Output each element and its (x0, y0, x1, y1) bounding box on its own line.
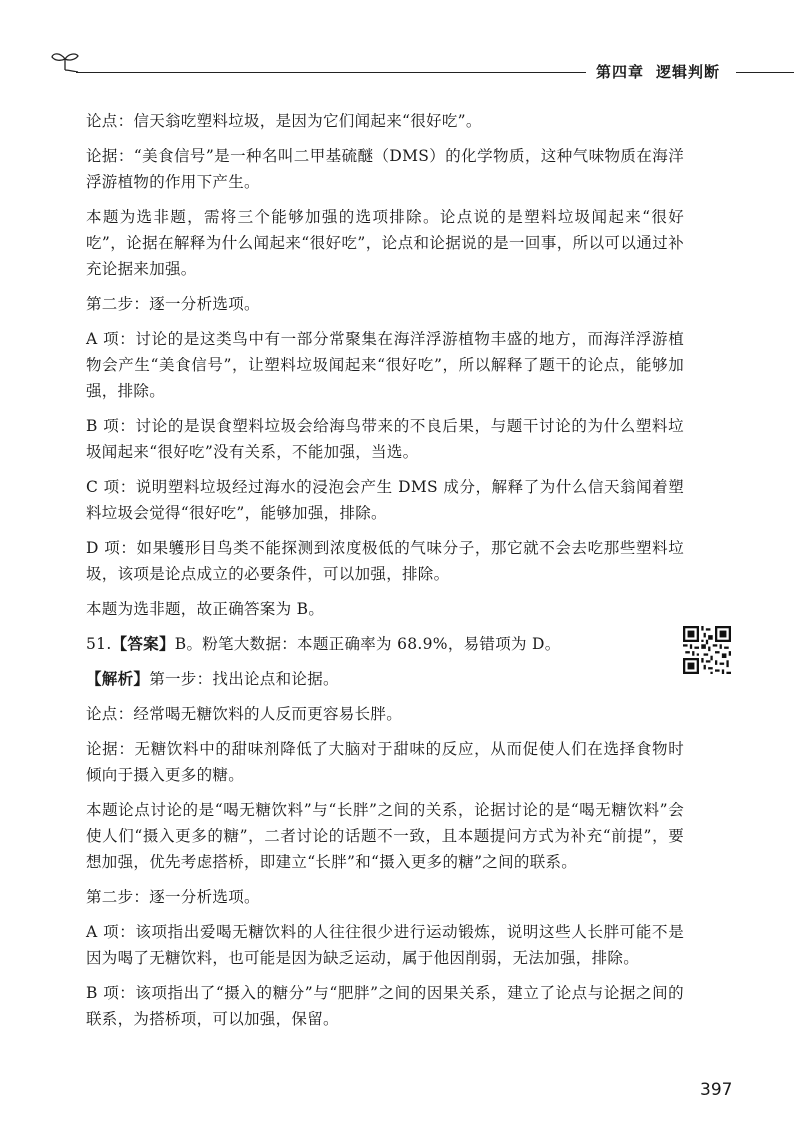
chapter-title: 逻辑判断 (656, 63, 721, 81)
page-header (0, 0, 800, 90)
header-rule-left (76, 72, 586, 73)
answer-label: 【答案】 (111, 634, 175, 653)
answer-text: B。粉笔大数据：本题正确率为 68.9%，易错项为 D。 (174, 635, 561, 653)
paragraph: 第二步：逐一分析选项。 (86, 888, 260, 906)
header-rule-right (736, 72, 794, 73)
analysis-label: 【解析】 (86, 669, 150, 688)
qr-code-icon[interactable] (683, 626, 731, 674)
paragraph: 本题论点讨论的是“喝无糖饮料”与“长胖”之间的关系，论据讨论的是“喝无糖饮料”会使人们“摄入更多的糖”，二者讨论的话题不一致，且本题提问方式为补充“前提”，要想加强，优先考虑搭桥，即建立“长胖”和“摄入更多的糖”之间的联系。 (86, 801, 684, 871)
paragraph: 论点：信天翁吃塑料垃圾，是因为它们闻起来“很好吃”。 (86, 112, 482, 130)
paragraph: 第二步：逐一分析选项。 (86, 295, 260, 313)
paragraph: B 项：讨论的是误食塑料垃圾会给海鸟带来的不良后果，与题干讨论的为什么塑料垃圾闻起来“很好吃”没有关系，不能加强，当选。 (86, 417, 684, 461)
paragraph: 论点：经常喝无糖饮料的人反而更容易长胖。 (86, 705, 403, 723)
answer-line (86, 631, 684, 657)
paragraph: 论据：无糖饮料中的甜味剂降低了大脑对于甜味的反应，从而促使人们在选择食物时倾向于摄入更多的糖。 (86, 740, 684, 784)
paragraph: 论据：“美食信号”是一种名叫二甲基硫醚（DMS）的化学物质，这种气味物质在海洋浮游植物的作用下产生。 (86, 147, 684, 191)
paragraph: A 项：讨论的是这类鸟中有一部分常聚集在海洋浮游植物丰盛的地方，而海洋浮游植物会产生“美食信号”，让塑料垃圾闻起来“很好吃”，所以解释了题干的论点，能够加强，排除。 (86, 330, 684, 400)
analysis-line (86, 666, 684, 692)
page-number: 397 (700, 1080, 733, 1100)
paragraph: 本题为选非题，故正确答案为 B。 (86, 600, 325, 618)
paragraph: D 项：如果鹱形目鸟类不能探测到浓度极低的气味分子，那它就不会去吃那些塑料垃圾，该项是论点成立的必要条件，可以加强，排除。 (86, 539, 684, 583)
page-body (86, 108, 684, 1041)
paragraph: 本题为选非题，需将三个能够加强的选项排除。论点说的是塑料垃圾闻起来“很好吃”，论据在解释为什么闻起来“很好吃”，论点和论据说的是一回事，所以可以通过补充论据来加强。 (86, 208, 684, 278)
sprout-icon (50, 50, 80, 72)
chapter-number: 第四章 (596, 63, 645, 81)
paragraph: A 项：该项指出爱喝无糖饮料的人往往很少进行运动锻炼，说明这些人长胖可能不是因为喝了无糖饮料，也可能是因为缺乏运动，属于他因削弱，无法加强，排除。 (86, 923, 684, 967)
analysis-text: 第一步：找出论点和论据。 (149, 670, 339, 688)
paragraph: C 项：说明塑料垃圾经过海水的浸泡会产生 DMS 成分，解释了为什么信天翁闻着塑料垃圾会觉得“很好吃”，能够加强，排除。 (86, 478, 684, 522)
chapter-heading (596, 61, 720, 82)
question-number: 51. (86, 635, 112, 653)
paragraph: B 项：该项指出了“摄入的糖分”与“肥胖”之间的因果关系，建立了论点与论据之间的联系，为搭桥项，可以加强，保留。 (86, 984, 684, 1028)
